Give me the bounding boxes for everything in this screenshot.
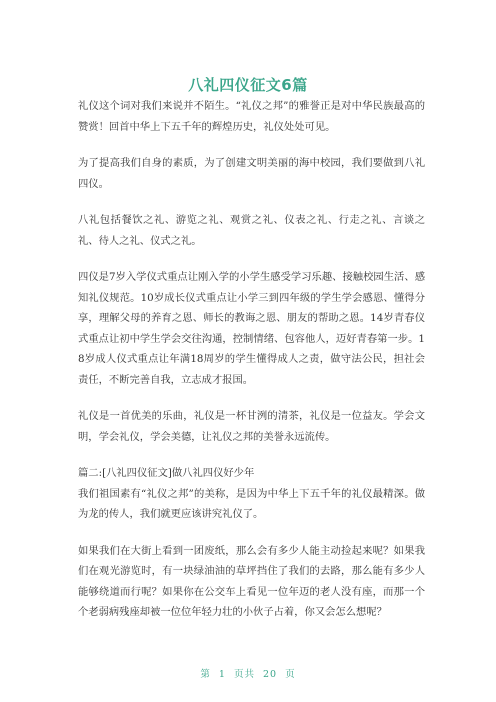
paragraph-eight-rites: 八礼包括餐饮之礼、游览之礼、观赏之礼、仪表之礼、行走之礼、言谈之礼、待人之礼、仪式之礼。 [78, 214, 425, 247]
paragraph-part-two-intro: 我们祖国素有“礼仪之邦”的美称，是因为中华上下五千年的礼仪最精深。做为龙的传人，我们就更应该讲究礼仪了。 [78, 487, 425, 520]
footer-page-unit: 页共 [233, 669, 255, 680]
paragraph-four-ceremonies: 四仪是7岁入学仪式重点让刚入学的小学生感受学习乐趣、接触校园生活、感知礼仪规范。10岁成长仪式重点让小学三到四年级的学生学会感恩、懂得分享，理解父母的养育之恩、师长的教诲之恩、朋友的帮助之恩。14岁青春仪式重点让初中学生学会交往沟通，控制情绪、包容他人，迈好青春第一步。18岁成人仪式重点让年满18周岁的学生懂得成人之责，做守法公民，担社会责任，不断完善自我，立志成才报国。 [78, 271, 425, 386]
footer-page-word: 第 [200, 669, 211, 680]
footer-page-number: 1 [218, 669, 226, 680]
page-footer [0, 666, 496, 680]
paragraph-conclusion: 礼仪是一首优美的乐曲，礼仪是一杯甘洌的清茶，礼仪是一位益友。学会文明，学会礼仪，学会美德，让礼仪之邦的美誉永远流传。 [78, 410, 425, 443]
footer-total-unit: 页 [285, 669, 296, 680]
footer-total-pages: 20 [263, 669, 278, 680]
paragraph-purpose: 为了提高我们自身的素质，为了创建文明美丽的海中校园，我们要做到八礼四仪。 [78, 157, 425, 190]
document-title: 八礼四仪征文6篇 [188, 76, 308, 94]
paragraph-part-two-questions: 如果我们在大街上看到一团废纸，那么会有多少人能主动捡起来呢？如果我们在观光游览时，有一块绿油油的草坪挡住了我们的去路，那么能有多少人能够绕道而行呢？如果你在公交车上看见一位年迈的老人没有座，而那一个个老弱病残座却被一位位年轻力壮的小伙子占着，你又会怎么想呢？ [78, 544, 425, 618]
paragraph-intro: 礼仪这个词对我们来说并不陌生。“礼仪之邦”的雅誉正是对中华民族最高的赞赏！回首中华上下五千年的辉煌历史，礼仪处处可见。 [78, 100, 425, 133]
document-body [78, 96, 425, 639]
section-heading-part-two: 篇二:[八礼四仪征文]做八礼四仪好少年 [78, 467, 255, 479]
